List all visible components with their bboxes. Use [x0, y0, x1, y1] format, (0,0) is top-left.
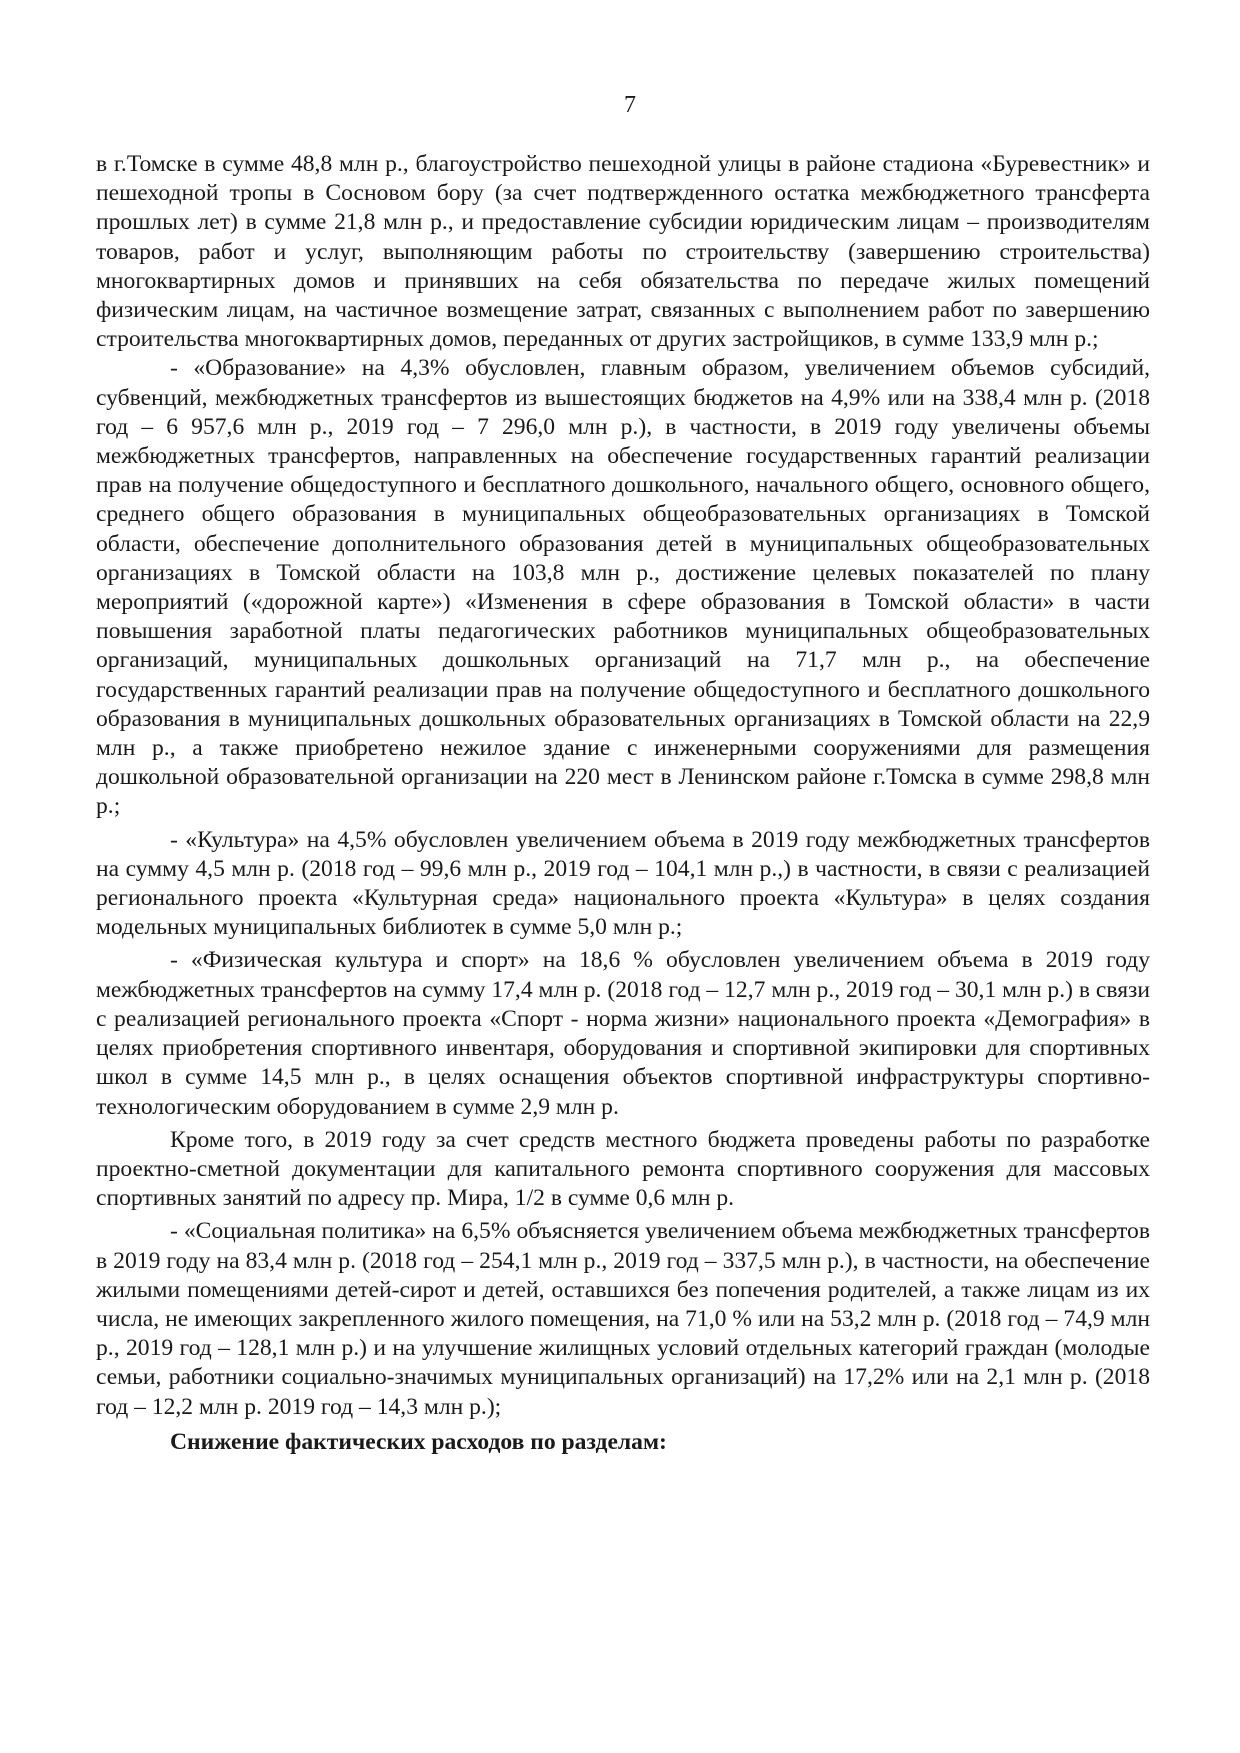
- paragraph-additional: Кроме того, в 2019 году за счет средств местного бюджета проведены работы по разработке проектно-сметной документации для капитального ремонта спортивного сооружения для массовых спортивных занятий по адресу пр. Мира, 1/2 в сумме 0,6 млн р.: [96, 1126, 1150, 1212]
- paragraph-social-policy: - «Социальная политика» на 6,5% объясняется увеличением объема межбюджетных трансфертов в 2019 году на 83,4 млн р. (2018 год – 254,1 млн р., 2019 год – 337,5 млн р.), в частности, на обеспечение жилыми помещениями детей-сирот и детей, оставшихся без попечения родителей, а также лицам из их числа, не имеющих закрепленного жилого помещения, на 71,0 % или на 53,2 млн р. (2018 год – 74,9 млн р., 2019 год – 128,1 млн р.) и на улучшение жилищных условий отдельных категорий граждан (молодые семьи, работники социально-значимых муниципальных организаций) на 17,2% или на 2,1 млн р. (2018 год – 12,2 млн р. 2019 год – 14,3 млн р.);: [96, 1218, 1150, 1420]
- section-heading: Снижение фактических расходов по разделам:: [170, 1428, 667, 1455]
- page-number: 7: [624, 92, 636, 118]
- paragraph-continuation: в г.Томске в сумме 48,8 млн р., благоустройство пешеходной улицы в районе стадиона «Буревестник» и пешеходной тропы в Сосновом бору (за счет подтвержденного остатка межбюджетного трансферта прошлых лет) в сумме 21,8 млн р., и предоставление субсидии юридическим лицам – производителям товаров, работ и услуг, выполняющим работы по строительству (завершению строительства) многоквартирных домов и принявших на себя обязательства по передаче жилых помещений физическим лицам, на частичное возмещение затрат, связанных с выполнением работ по завершению строительства многоквартирных домов, переданных от других застройщиков, в сумме 133,9 млн р.;: [96, 151, 1150, 353]
- paragraph-sport: - «Физическая культура и спорт» на 18,6 % обусловлен увеличением объема в 2019 году межбюджетных трансфертов на сумму 17,4 млн р. (2018 год – 12,7 млн р., 2019 год – 30,1 млн р.) в связи с реализацией регионального проекта «Спорт - норма жизни» национального проекта «Демография» в целях приобретения спортивного инвентаря, оборудования и спортивной экипировки для спортивных школ в сумме 14,5 млн р., в целях оснащения объектов спортивной инфраструктуры спортивно-технологическим оборудованием в сумме 2,9 млн р.: [96, 947, 1150, 1120]
- paragraph-culture: - «Культура» на 4,5% обусловлен увеличением объема в 2019 году межбюджетных трансфертов на сумму 4,5 млн р. (2018 год – 99,6 млн р., 2019 год – 104,1 млн р.,) в частности, в связи с реализацией регионального проекта «Культурная среда» национального проекта «Культура» в целях создания модельных муниципальных библиотек в сумме 5,0 млн р.;: [96, 826, 1150, 941]
- paragraph-education: - «Образование» на 4,3% обусловлен, главным образом, увеличением объемов субсидий, субвенций, межбюджетных трансфертов из вышестоящих бюджетов на 4,9% или на 338,4 млн р. (2018 год – 6 957,6 млн р., 2019 год – 7 296,0 млн р.), в частности, в 2019 году увеличены объемы межбюджетных трансфертов, направленных на обеспечение государственных гарантий реализации прав на получение общедоступного и бесплатного дошкольного, начального общего, основного общего, среднего общего образования в муниципальных общеобразовательных организациях в Томской области, обеспечение дополнительного образования детей в муниципальных общеобразовательных организациях в Томской области на 103,8 млн р., достижение целевых показателей по плану мероприятий («дорожной карте») «Изменения в сфере образования в Томской области» в части повышения заработной платы педагогических работников муниципальных общеобразовательных организаций, муниципальных дошкольных организаций на 71,7 млн р., на обеспечение государственных гарантий реализации прав на получение общедоступного и бесплатного дошкольного образования в муниципальных дошкольных образовательных организациях в Томской области на 22,9 млн р., а также приобретено нежилое здание с инженерными сооружениями для размещения дошкольной образовательной организации на 220 мест в Ленинском районе г.Томска в сумме 298,8 млн р.;: [96, 355, 1150, 820]
- document-body: [96, 150, 1150, 1457]
